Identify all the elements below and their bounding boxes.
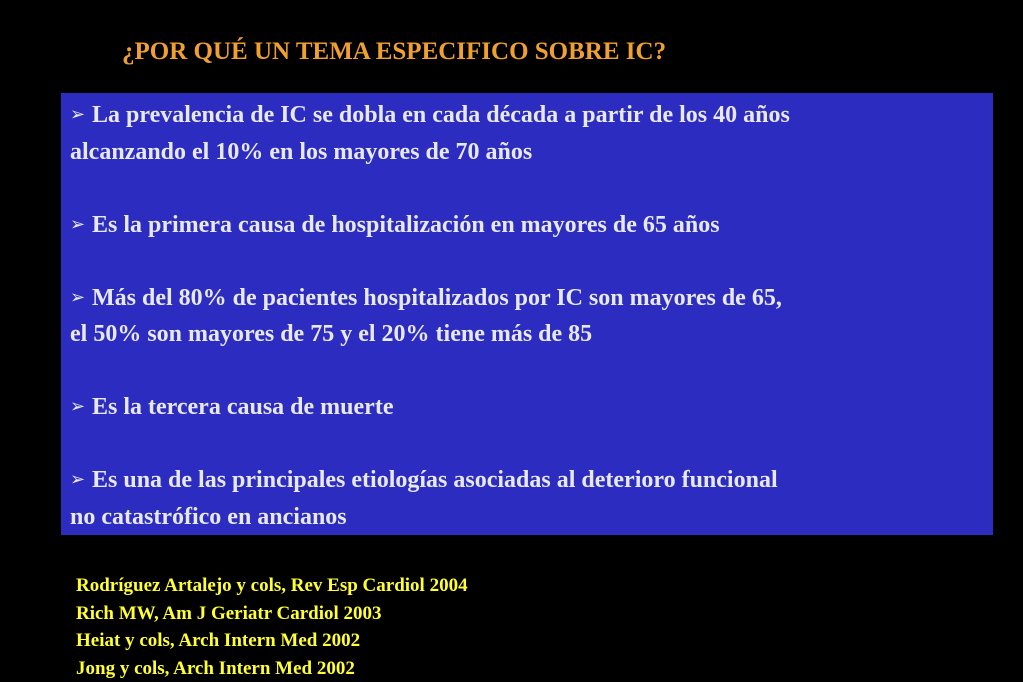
bullet-text-continued: el 50% son mayores de 75 y el 20% tiene más de 85	[70, 321, 593, 347]
bullet-item	[70, 280, 987, 353]
bullet-text: Es la tercera causa de muerte	[92, 394, 394, 420]
reference-item: Heiat y cols, Arch Intern Med 2002	[76, 630, 361, 651]
bullet-item	[70, 462, 987, 535]
bullet-item	[70, 207, 987, 244]
arrowhead-bullet-icon: ➢	[70, 286, 86, 308]
arrowhead-bullet-icon: ➢	[70, 104, 86, 125]
bullet-text: Más del 80% de pacientes hospitalizados por IC son mayores de 65,	[92, 284, 782, 311]
arrowhead-bullet-icon: ➢	[70, 213, 86, 235]
reference-item: Jong y cols, Arch Intern Med 2002	[76, 657, 355, 679]
bullet-text: Es la primera causa de hospitalización en mayores de 65 años	[92, 211, 720, 238]
slide-title: ¿POR QUÉ UN TEMA ESPECIFICO SOBRE IC?	[122, 38, 667, 65]
arrowhead-bullet-icon: ➢	[70, 396, 86, 417]
arrowhead-bullet-icon: ➢	[70, 469, 86, 490]
bullet-text: La prevalencia de IC se dobla en cada década a partir de los 40 años	[92, 102, 790, 128]
content-panel	[61, 93, 993, 535]
reference-item: Rich MW, Am J Geriatr Cardiol 2003	[76, 602, 382, 624]
reference-item: Rodríguez Artalejo y cols, Rev Esp Cardiol 2004	[76, 575, 468, 596]
bullet-item	[70, 389, 987, 426]
bullet-text-continued: alcanzando el 10% en los mayores de 70 años	[70, 138, 533, 165]
bullet-text: Es una de las principales etiologías asociadas al deterioro funcional	[92, 467, 778, 493]
references-list	[76, 572, 468, 682]
bullet-item	[70, 97, 987, 170]
bullet-text-continued: no catastrófico en ancianos	[70, 503, 347, 530]
